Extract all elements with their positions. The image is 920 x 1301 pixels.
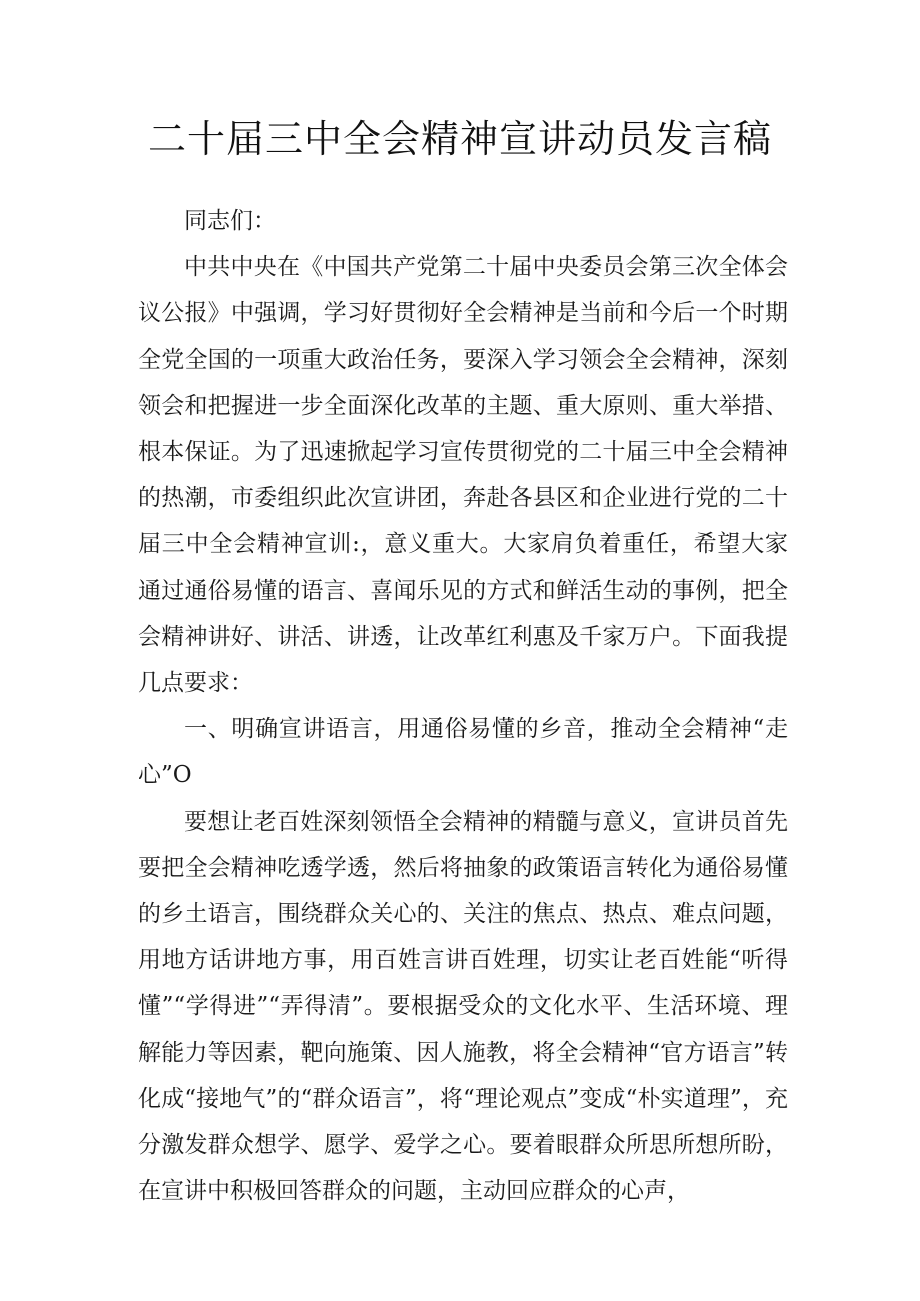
document-title: 二十届三中全会精神宣讲动员发言稿 bbox=[147, 117, 772, 161]
section-heading-1: 一、明确宣讲语言，用通俗易懂的乡音，推动全会精神“走心”O bbox=[138, 716, 788, 789]
salutation-paragraph: 同志们： bbox=[184, 208, 276, 234]
body-paragraph: 要想让老百姓深刻领悟全会精神的精髓与意义，宣讲员首先要把全会精神吃透学透，然后将抽象的政策语言转化为通俗易懂的乡土语言，围绕群众关心的、关注的焦点、热点、难点问题，用地方话讲地方事，用百姓言讲百姓理，切实让老百姓能“听得懂”“学得进”“弄得清”。要根据受众的文化水平、生活环境、理解能力等因素，靶向施策、因人施教，将全会精神“官方语言”转化成“接地气”的“群众语言”，将“理论观点”变成“朴实道理”，充分激发群众想学、愿学、爱学之心。要着眼群众所思所想所盼，在宣讲中积极回答群众的问题，主动回应群众的心声， bbox=[138, 808, 788, 1205]
intro-paragraph: 中共中央在《中国共产党第二十届中央委员会第三次全体会议公报》中强调，学习好贯彻好全会精神是当前和今后一个时期全党全国的一项重大政治任务，要深入学习领会全会精神，深刻领会和把握进一步全面深化改革的主题、重大原则、重大举措、根本保证。为了迅速掀起学习宣传贯彻党的二十届三中全会精神的热潮，市委组织此次宣讲团，奔赴各县区和企业进行党的二十届三中全会精神宣训:，意义重大。大家肩负着重任，希望大家通过通俗易懂的语言、喜闻乐见的方式和鲜活生动的事例，把全会精神讲好、讲活、讲透，让改革红利惠及千家万户。下面我提几点要求： bbox=[138, 254, 788, 697]
document-body bbox=[138, 198, 788, 1214]
